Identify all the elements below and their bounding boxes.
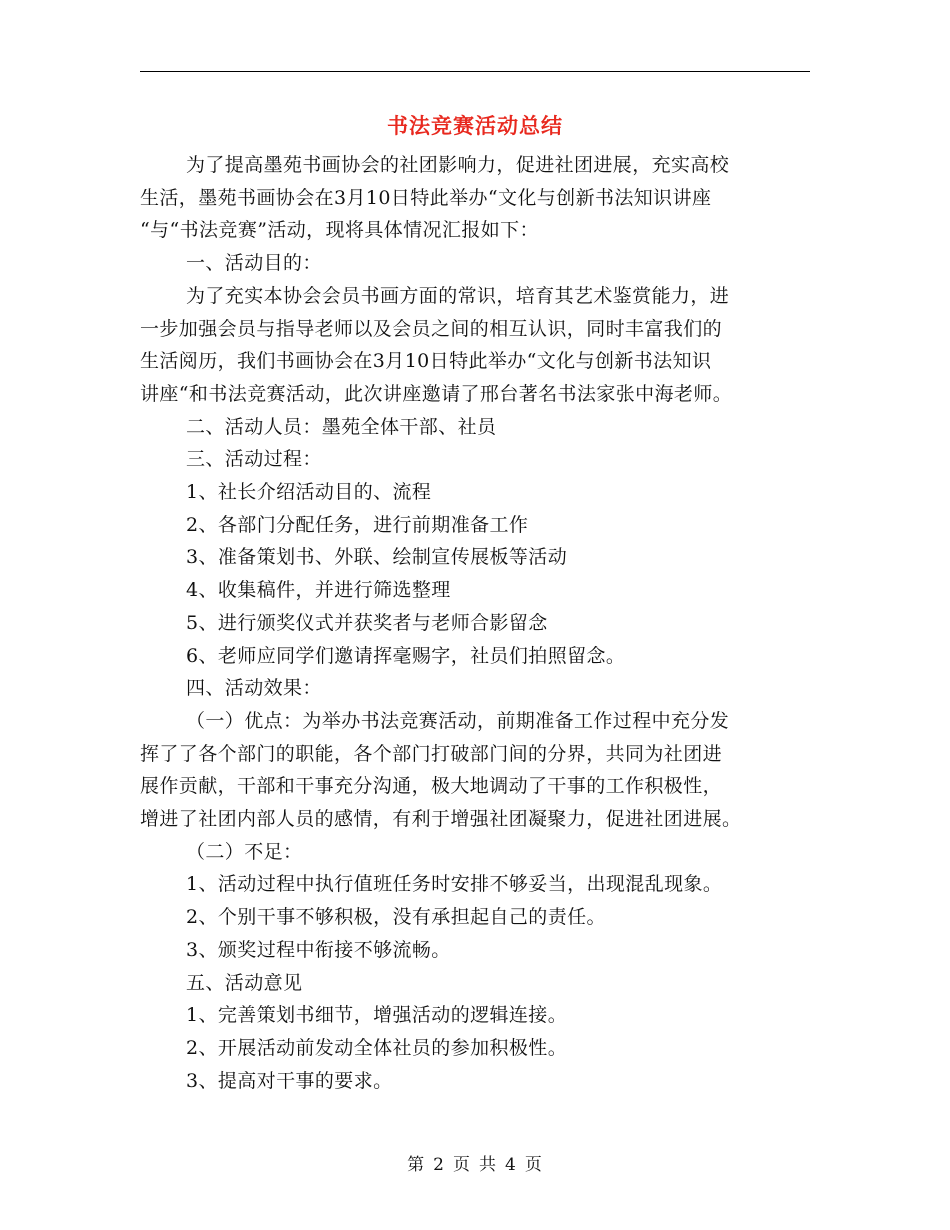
section3-item: 3、准备策划书、外联、绘制宣传展板等活动 (186, 546, 568, 569)
intro-line: “与“书法竞赛”活动，现将具体情况汇报如下： (140, 219, 539, 242)
footer-page-current: 2 (433, 1155, 445, 1175)
section4-cons-item: 2、个别干事不够积极，没有承担起自己的责任。 (186, 906, 606, 929)
section4-heading: 四、活动效果： (186, 677, 322, 700)
footer-total-label: 共 (479, 1155, 497, 1175)
section4-pros-line: 挥了了各个部门的职能，各个部门打破部门间的分界，共同为社团进 (140, 742, 723, 765)
section1-line: 生活阅历，我们书画协会在3月10日特此举办“文化与创新书法知识 (140, 350, 712, 373)
section1-line: 一步加强会员与指导老师以及会员之间的相互认识，同时丰富我们的 (140, 317, 723, 340)
footer-page-end: 页 (524, 1155, 543, 1175)
section5-item: 3、提高对干事的要求。 (186, 1069, 393, 1092)
section4-pros-line: 增进了社团内部人员的感情，有利于增强社团凝聚力，促进社团进展。 (140, 808, 742, 831)
section3-heading: 三、活动过程： (186, 448, 322, 471)
section1-line: 为了充实本协会会员书画方面的常识，培育其艺术鉴赏能力，进 (186, 284, 730, 307)
intro-line: 生活，墨苑书画协会在3月10日特此举办“文化与创新书法知识讲座 (140, 186, 712, 209)
document-body (140, 149, 815, 1097)
intro-line: 为了提高墨苑书画协会的社团影响力，促进社团进展，充实高校 (186, 154, 730, 176)
footer-page-label: 第 (407, 1155, 426, 1175)
section3-item: 2、各部门分配任务，进行前期准备工作 (186, 513, 529, 536)
section1-line: 讲座“和书法竞赛活动，此次讲座邀请了邢台著名书法家张中海老师。 (140, 382, 733, 405)
section3-item: 5、进行颁奖仪式并获奖者与老师合影留念 (186, 611, 548, 634)
section5-heading: 五、活动意见 (186, 971, 303, 994)
section4-cons-item: 3、颁奖过程中衔接不够流畅。 (186, 938, 451, 961)
section4-cons-item: 1、活动过程中执行值班任务时安排不够妥当，出现混乱现象。 (186, 873, 723, 896)
section2-heading: 二、活动人员：墨苑全体干部、社员 (186, 415, 497, 438)
section3-item: 1、社长介绍活动目的、流程 (186, 481, 432, 504)
page-footer (0, 1153, 950, 1177)
section4-pros-line: （一）优点：为举办书法竞赛活动，前期准备工作过程中充分发 (186, 709, 730, 732)
section5-item: 1、完善策划书细节，增强活动的逻辑连接。 (186, 1004, 568, 1027)
section4-pros-line: 展作贡献，干部和干事充分沟通，极大地调动了干事的工作积极性， (140, 775, 723, 798)
footer-page-mid: 页 (453, 1155, 471, 1175)
header-rule (140, 71, 810, 72)
footer-page-total: 4 (505, 1155, 517, 1175)
section3-item: 4、收集稿件，并进行筛选整理 (186, 579, 451, 602)
document-title: 书法竞赛活动总结 (387, 113, 563, 138)
section4-cons-heading: （二）不足： (186, 840, 303, 863)
section1-heading: 一、活动目的： (186, 252, 322, 275)
section3-item: 6、老师应同学们邀请挥毫赐字，社员们拍照留念。 (186, 644, 626, 667)
section5-item: 2、开展活动前发动全体社员的参加积极性。 (186, 1036, 568, 1059)
